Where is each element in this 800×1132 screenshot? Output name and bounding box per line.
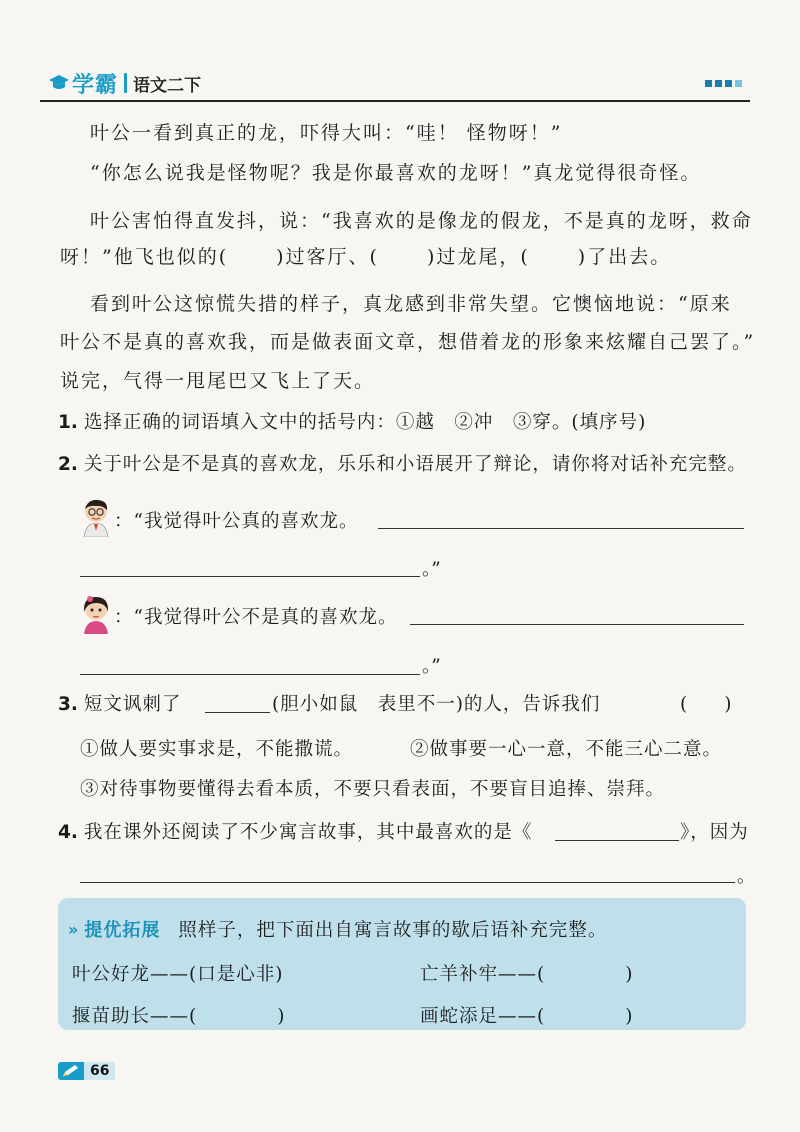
option-2: ②做事要一心一意，不能三心二意。	[410, 739, 723, 760]
boy-avatar-icon	[78, 497, 114, 537]
answer-paren[interactable]: ( )	[680, 694, 732, 715]
question-3: 3. 短文讽刺了	[58, 694, 182, 715]
idiom-4: 画蛇添足——( )	[420, 1006, 634, 1027]
extension-instruction: 照样子，把下面出自寓言故事的歇后语补充完整。	[178, 920, 608, 941]
girl-avatar-icon	[78, 594, 114, 634]
subject-title: 语文二下	[133, 75, 202, 96]
story-paragraph-4-cont: 叶公不是真的喜欢我，而是做表面文章，想借着龙的形象来炫耀自己罢了。”	[60, 331, 756, 353]
question-3-cont: (胆小如鼠 表里不一)的人，告诉我们	[272, 694, 601, 715]
header-rule	[40, 100, 750, 102]
idiom-example: 叶公好龙——(口是心非)	[72, 964, 284, 985]
closing-quote: 。”	[422, 656, 441, 677]
story-paragraph-4-end: 说完，气得一甩尾巴又飞上了天。	[60, 370, 376, 392]
answer-line[interactable]	[410, 624, 744, 625]
story-paragraph-4: 看到叶公这惊慌失措的样子，真龙感到非常失望。它懊恼地说：“原来	[90, 293, 732, 315]
period: 。	[737, 866, 755, 887]
page-number-text: 66	[84, 1062, 115, 1080]
closing-quote: 。”	[422, 559, 441, 580]
header-decoration	[705, 80, 742, 87]
answer-line[interactable]	[378, 528, 744, 529]
answer-line[interactable]	[555, 840, 679, 841]
question-1: 1. 选择正确的词语填入文中的括号内：①越 ②冲 ③穿。(填序号)	[58, 412, 647, 433]
graduation-cap-icon	[48, 72, 70, 94]
dialogue-2: ：“我觉得叶公不是真的喜欢龙。	[114, 607, 398, 628]
answer-line[interactable]	[80, 882, 735, 883]
idiom-2: 亡羊补牢——( )	[420, 964, 634, 985]
extension-title	[68, 916, 607, 942]
option-1: ①做人要实事求是，不能撒谎。	[80, 739, 354, 760]
dialogue-1: ：“我觉得叶公真的喜欢龙。	[114, 511, 359, 532]
story-paragraph-3-cont: 呀！”他飞也似的( )过客厅、( )过龙尾，( )了出去。	[60, 246, 672, 268]
logo-text: 学霸	[72, 72, 119, 98]
answer-line[interactable]	[80, 674, 420, 675]
answer-line[interactable]	[205, 712, 270, 713]
page-header	[40, 68, 750, 102]
story-paragraph-3: 叶公害怕得直发抖，说：“我喜欢的是像龙的假龙，不是真的龙呀，救命	[90, 210, 753, 232]
page-number	[58, 1062, 115, 1080]
question-4: 4. 我在课外还阅读了不少寓言故事，其中最喜欢的是《	[58, 822, 533, 843]
answer-line[interactable]	[80, 576, 420, 577]
idiom-3: 揠苗助长——( )	[72, 1006, 286, 1027]
pencil-icon	[58, 1062, 84, 1080]
question-2: 2. 关于叶公是不是真的喜欢龙，乐乐和小语展开了辩论，请你将对话补充完整。	[58, 454, 747, 475]
story-paragraph-1: 叶公一看到真正的龙，吓得大叫：“哇！ 怪物呀！”	[90, 122, 563, 144]
story-paragraph-2: “你怎么说我是怪物呢？我是你最喜欢的龙呀！”真龙觉得很奇怪。	[90, 162, 702, 184]
header-divider	[124, 73, 127, 93]
option-3: ③对待事物要懂得去看本质，不要只看表面，不要盲目追捧、崇拜。	[80, 779, 666, 800]
question-4-cont: 》，因为	[680, 822, 749, 843]
double-chevron-icon: »	[68, 919, 79, 939]
extension-label: 提优拓展	[84, 920, 161, 941]
brand-logo	[48, 68, 201, 98]
